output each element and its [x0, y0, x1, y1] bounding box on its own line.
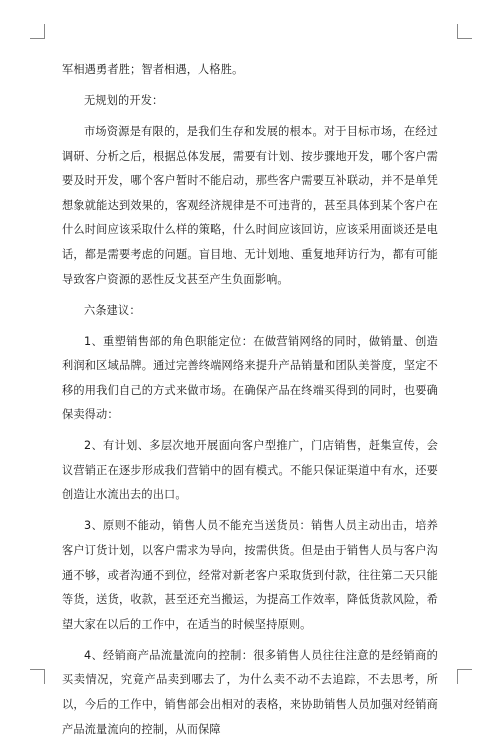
section-heading-unplanned-development: 无规划的开发： [84, 93, 164, 107]
suggestion-3: 3、原则不能动，销售人员不能充当送货员：销售人员主动出击，培养客户订货计划，以客户需求为导向，按需供货。但是由于销售人员与客户沟通不够，或者沟通不到位，经常对新老客户采取货到付款，往往第二天只能等货，送货，收款，甚至还充当搬运，为提高工作效率，降低货款风险，希望大家在以后的工作中，在适当的时候坚持原则。 [62, 519, 438, 631]
section-heading-six-suggestions: 六条建议： [84, 303, 141, 317]
crop-mark-bottom-right [457, 669, 472, 684]
crop-mark-bottom-left [30, 669, 45, 684]
crop-mark-top-right [457, 24, 472, 39]
crop-mark-top-left [30, 24, 45, 39]
paragraph-continuation: 军相遇勇者胜；智者相遇，人格胜。 [62, 63, 244, 76]
document-body [62, 58, 438, 749]
suggestion-1: 1、重塑销售部的角色职能定位：在做营销网络的同时，做销量、创造利润和区域品牌。通过完善终端网络来提升产品销量和团队美誉度，坚定不移的用我们自己的方式来做市场。在确保产品在终端买得到的同时，也要确保卖得动： [62, 334, 438, 422]
suggestion-4: 4、经销商产品流量流向的控制：很多销售人员往往注意的是经销商的买卖情况，究竟产品卖到哪去了，为什么卖不动不去追踪，不去思考，所以，今后的工作中，销售部会出相对的表格，来协助销售人员加强对经销商产品流量流向的控制，从而保障 [62, 648, 438, 736]
suggestion-2: 2、有计划、多层次地开展面向客户型推广，门店销售，赶集宣传，会议营销正在逐步形成我们营销中的固有模式。不能只保证渠道中有水，还要创造让水流出去的出口。 [62, 439, 438, 502]
paragraph-market-resources: 市场资源是有限的，是我们生存和发展的根本。对于目标市场，在经过调研、分析之后，根据总体发展，需要有计划、按步骤地开发，哪个客户需要及时开发，哪个客户暂时不能启动，那些客户需要互补联动，并不是单凭想象就能达到效果的，客观经济规律是不可违背的，甚至具体到某个客户在什么时间应该采取什么样的策略，什么时间应该回访，应该采用面谈还是电话，都是需要考虑的问题。盲目地、无计划地、重复地拜访行为，都有可能导致客户资源的恶性反戈甚至产生负面影响。 [62, 124, 438, 286]
